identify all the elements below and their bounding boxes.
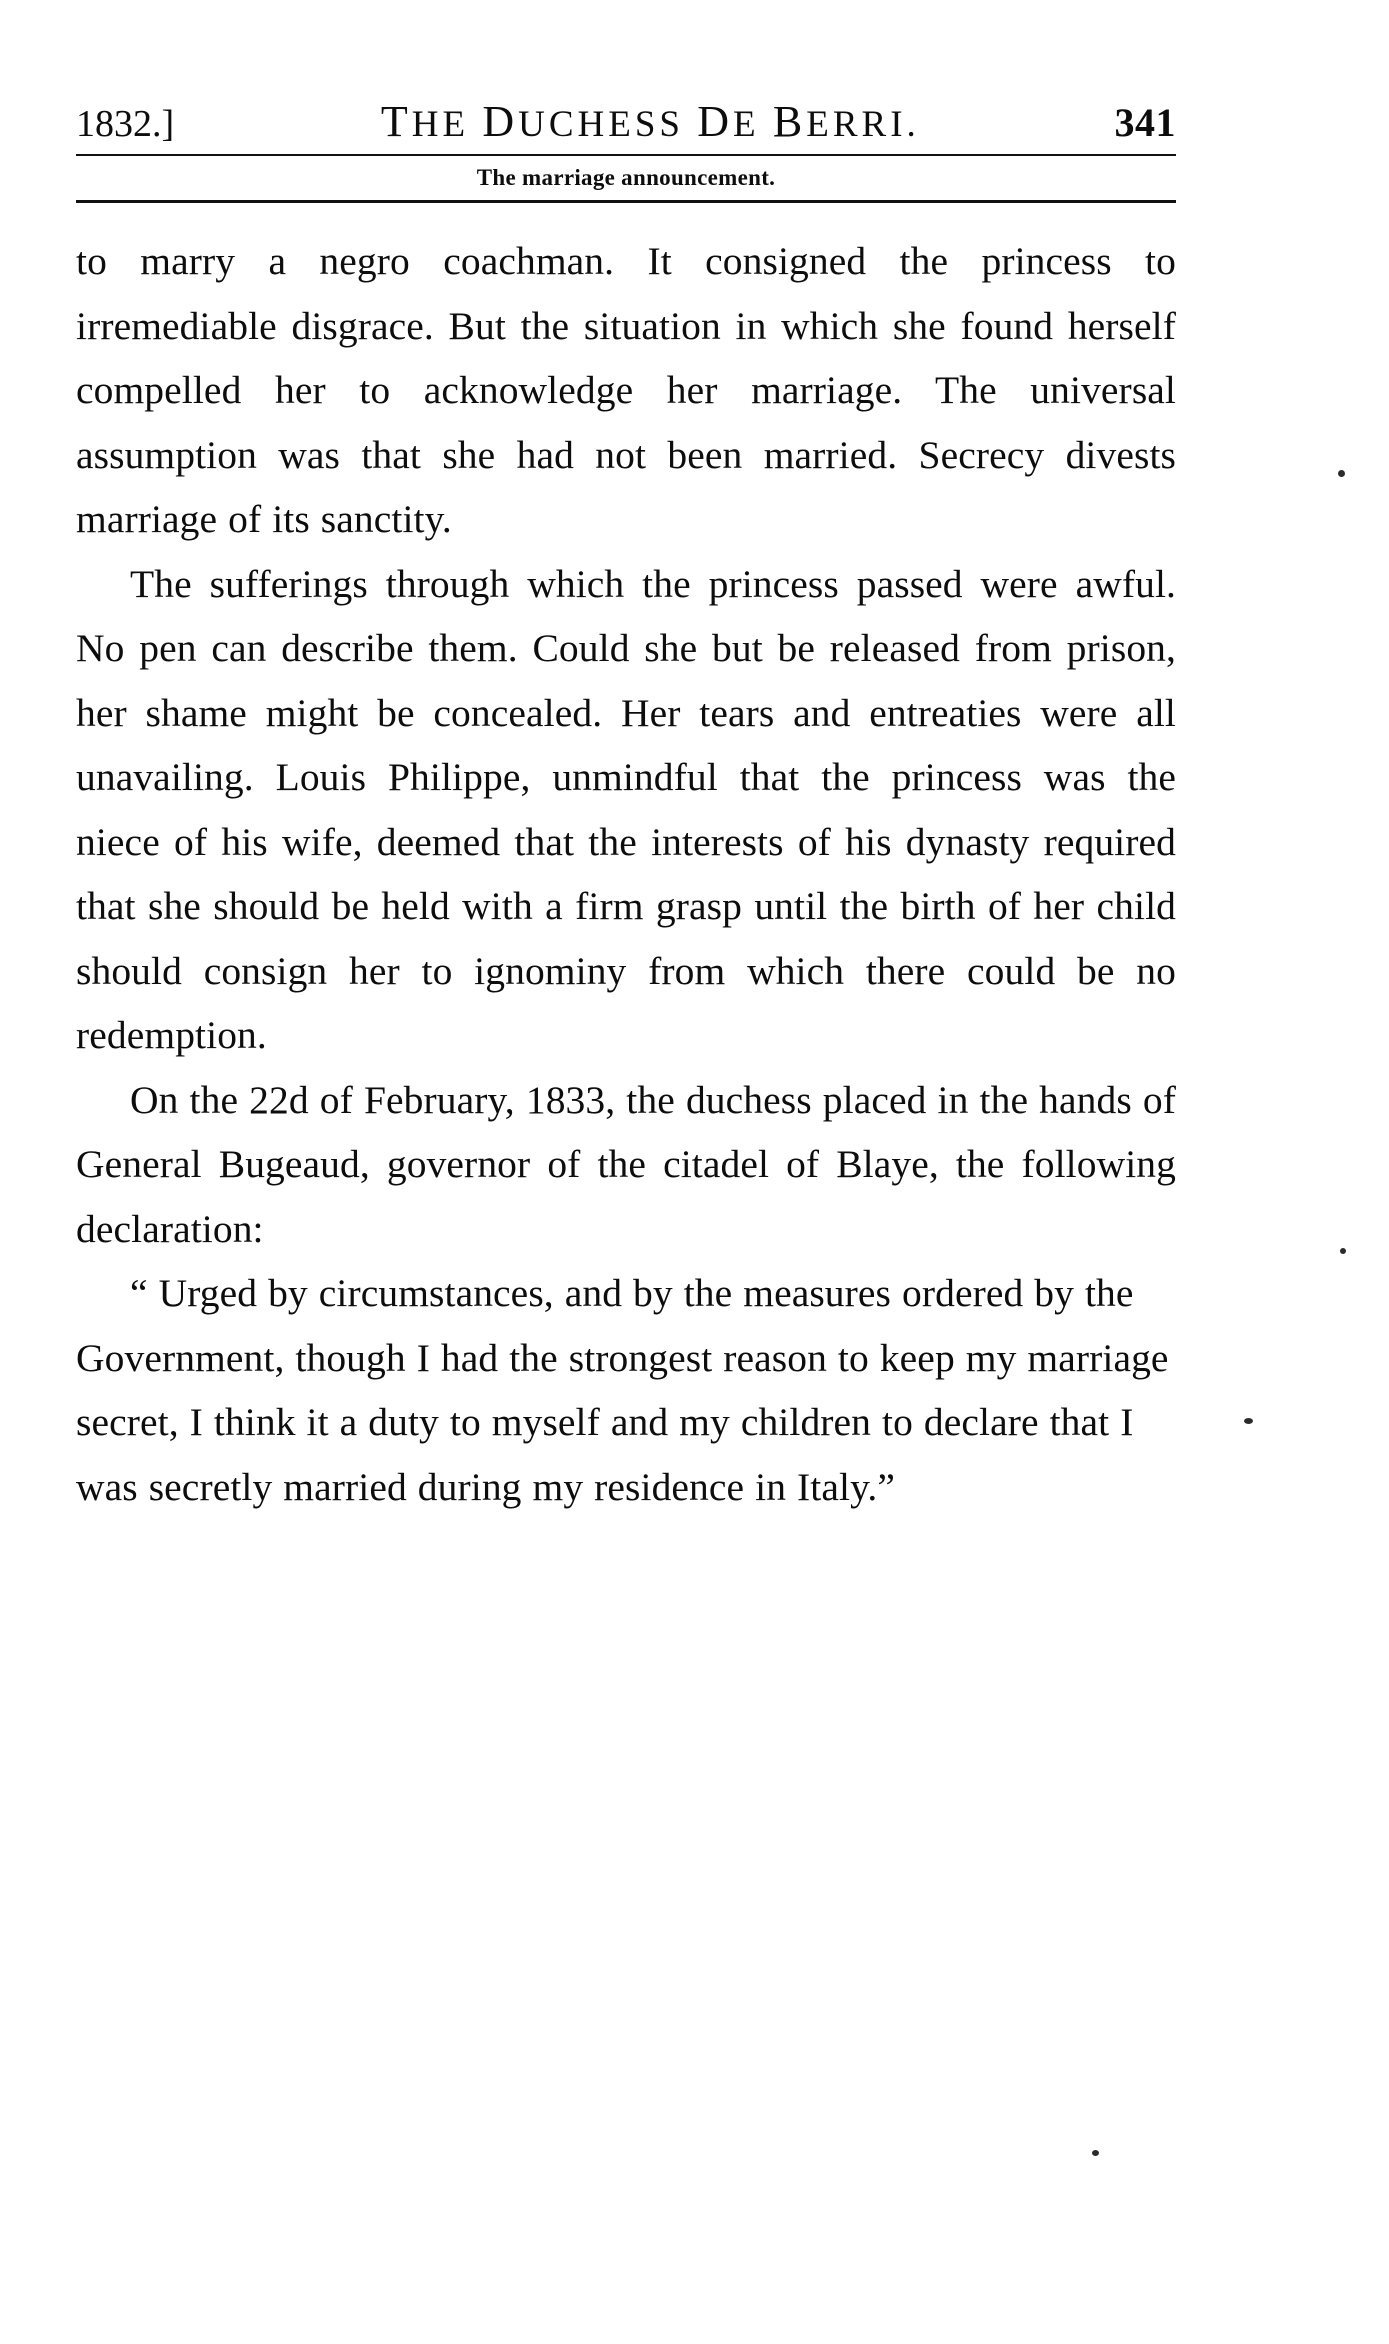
page-speckle: [1092, 2150, 1099, 2156]
running-head-year: 1832.]: [76, 103, 175, 145]
paragraph: On the 22d of February, 1833, the duchess placed in the hands of General Bugeaud, governor of the citadel of Blaye, the following declaration:: [76, 1077, 1176, 1251]
page-content: [76, 96, 1176, 1519]
page-speckle: [1338, 470, 1345, 477]
rule-below-sidehead: [76, 200, 1176, 203]
page-speckle: [1340, 1248, 1346, 1254]
paragraph: to marry a negro coachman. It consigned the princess to irremediable disgrace. But the situation in which she found herself compelled her to acknowledge her marriage. The universal assumption was that she had not been married. Secrecy divests marriage of its sanctity.: [76, 239, 1176, 541]
page-number: 341: [1114, 100, 1176, 145]
running-head-title: THE DUCHESS DE BERRI.: [380, 97, 920, 146]
side-heading: The marriage announcement.: [476, 165, 776, 190]
paragraph: The sufferings through which the princess passed were awful. No pen can describe them. Could she but be released from prison, her shame might be concealed. Her tears and entreaties were all unavailing. Louis Philippe, unmindful that the princess was the niece of his wife, deemed that the interests of his dynasty required that she should be held with a firm grasp until the birth of her child should consign her to ignominy from which there could be no redemption.: [76, 561, 1176, 1057]
running-head: [76, 96, 1176, 154]
paragraph: “ Urged by circumstances, and by the measures ordered by the Government, though I had the strongest reason to keep my marriage secret, I think it a duty to myself and my children to declare that I was secretly married during my residence in Italy.”: [76, 1271, 1169, 1509]
page-speckle: [1244, 1418, 1253, 1424]
body-text: [76, 229, 1176, 1519]
